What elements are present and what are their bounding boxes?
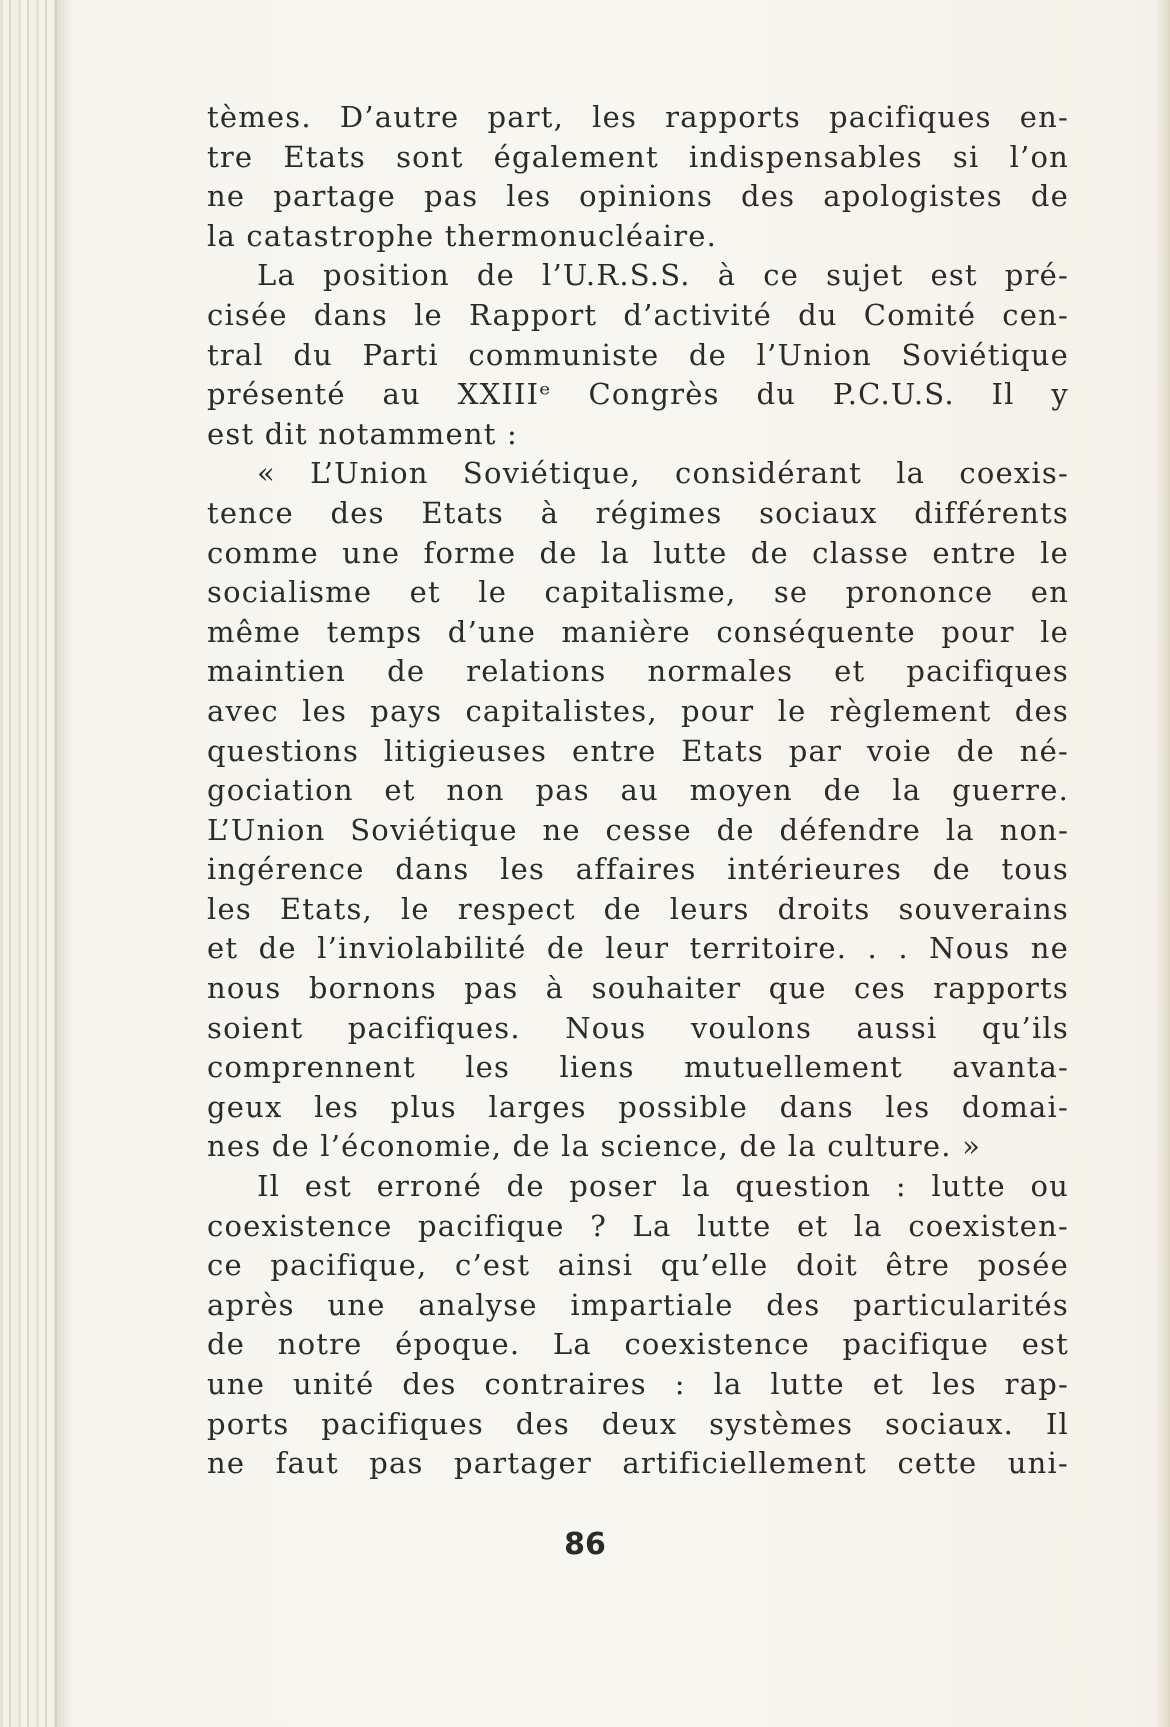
text-line: La position de l’U.R.S.S. à ce sujet est pré- <box>257 258 1069 293</box>
text-line: la catastrophe thermonucléaire. <box>207 218 718 253</box>
text-line: comme une forme de la lutte de classe entre le <box>207 535 1069 570</box>
text-line: gociation et non pas au moyen de la guerre. <box>207 773 1069 808</box>
text-line: ingérence dans les affaires intérieures de tous <box>207 852 1069 887</box>
text-line: les Etats, le respect de leurs droits souverains <box>207 891 1069 926</box>
body-text <box>207 98 1069 1484</box>
text-line: « L’Union Soviétique, considérant la coexis- <box>257 456 1069 491</box>
text-line: tèmes. D’autre part, les rapports pacifiques en- <box>207 100 1069 134</box>
text-line: tence des Etats à régimes sociaux différents <box>207 495 1069 530</box>
page-right-edge <box>1156 0 1170 1727</box>
text-line: socialisme et le capitalisme, se prononce en <box>207 575 1069 610</box>
text-line: tre Etats sont également indispensables si l’on <box>207 139 1069 174</box>
text-line: ce pacifique, c’est ainsi qu’elle doit être posée <box>207 1248 1069 1283</box>
text-line: cisée dans le Rapport d’activité du Comité cen- <box>207 297 1069 332</box>
text-line: maintien de relations normales et pacifiques <box>207 654 1069 689</box>
page-number: 86 <box>564 1527 606 1562</box>
text-line: Il est erroné de poser la question : lutte ou <box>257 1169 1069 1204</box>
text-line: ne faut pas partager artificiellement cette uni- <box>207 1446 1069 1481</box>
text-line: ne partage pas les opinions des apologistes de <box>207 179 1069 214</box>
text-line: questions litigieuses entre Etats par voie de né- <box>207 733 1069 768</box>
text-line: comprennent les liens mutuellement avanta- <box>207 1050 1069 1085</box>
text-line: une unité des contraires : la lutte et les rap- <box>207 1367 1069 1401</box>
text-line: L’Union Soviétique ne cesse de défendre la non- <box>207 812 1069 847</box>
text-line: coexistence pacifique ? La lutte et la coexisten- <box>207 1208 1069 1243</box>
text-line: soient pacifiques. Nous voulons aussi qu’ils <box>207 1010 1069 1045</box>
text-line: nes de l’économie, de la science, de la culture. » <box>207 1129 982 1164</box>
page-binding-edge <box>0 0 60 1727</box>
text-line: après une analyse impartiale des particularités <box>207 1287 1069 1322</box>
text-line: ports pacifiques des deux systèmes sociaux. Il <box>207 1406 1069 1441</box>
text-line: même temps d’une manière conséquente pour le <box>207 614 1069 649</box>
text-line: tral du Parti communiste de l’Union Soviétique <box>207 337 1069 372</box>
text-line: nous bornons pas à souhaiter que ces rapports <box>207 971 1069 1006</box>
text-line: avec les pays capitalistes, pour le règlement des <box>207 693 1069 728</box>
text-line: et de l’inviolabilité de leur territoire. . . Nous ne <box>207 931 1069 966</box>
text-line: geux les plus larges possible dans les domai- <box>207 1089 1069 1124</box>
text-line: présenté au XXIIIᵉ Congrès du P.C.U.S. Il y <box>207 377 1069 412</box>
binding-shadow <box>55 0 73 1727</box>
text-line: de notre époque. La coexistence pacifique est <box>207 1327 1069 1362</box>
text-line: est dit notamment : <box>207 416 518 451</box>
